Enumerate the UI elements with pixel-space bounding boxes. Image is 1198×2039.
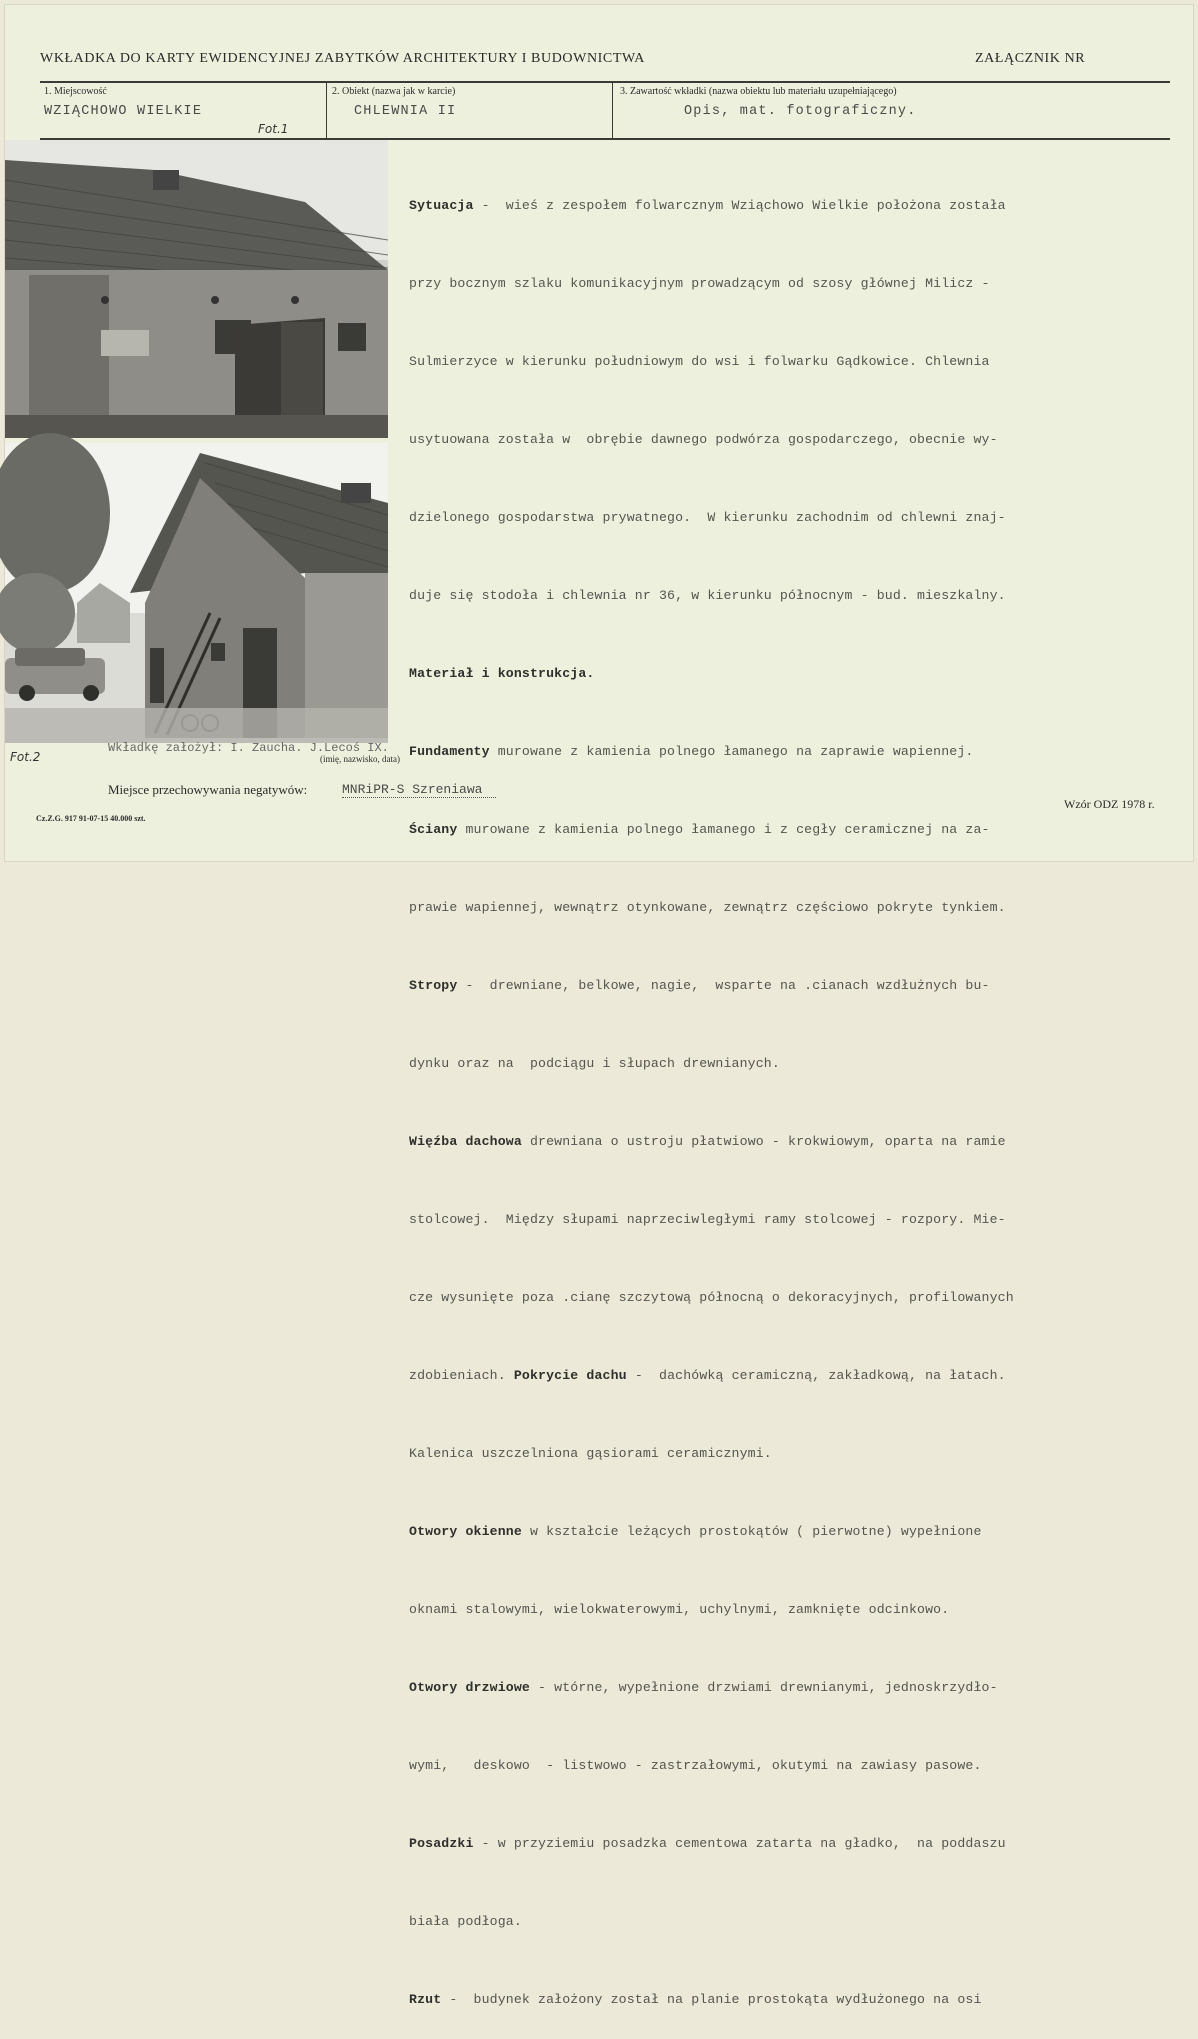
field-divider-2 [612, 82, 613, 138]
description-line: Materiał i konstrukcja. [409, 666, 595, 681]
content-label: 3. Zawartość wkładki (nazwa obiektu lub materiału uzupełniającego) [620, 86, 897, 97]
place-label: 1. Miejscowość [44, 86, 107, 97]
field-divider-1 [326, 82, 327, 138]
description-line: Stropy - drewniane, belkowe, nagie, wsparte na .cianach wzdłużnych bu- [409, 978, 990, 993]
photo-1-pigsty-side [5, 140, 388, 438]
description-line: Rzut - budynek założony został na planie prostokąta wydłużonego na osi [409, 1992, 982, 2007]
description-line: Otwory okienne w kształcie leżących prostokątów ( pierwotne) wypełnione [409, 1524, 982, 1539]
description-line: Fundamenty murowane z kamienia polnego łamanego na zaprawie wapiennej. [409, 744, 974, 759]
description-line: Ściany murowane z kamienia polnego łamanego i z cegły ceramicznej na za- [409, 822, 990, 837]
description-line: dynku oraz na podciągu i słupach drewnianych. [409, 1056, 780, 1071]
description-line: Sytuacja - wieś z zespołem folwarcznym Wziąchowo Wielkie położona została [409, 198, 1006, 213]
description-line: przy bocznym szlaku komunikacyjnym prowadzącym od szosy głównej Milicz - [409, 276, 990, 291]
description-line: zdobieniach. Pokrycie dachu - dachówką ceramiczną, zakładkową, na łatach. [409, 1368, 1006, 1383]
attachment-number-label: ZAŁĄCZNIK NR [975, 51, 1086, 66]
description-line: wymi, deskowo - listwowo - zastrzałowymi, okutymi na zawiasy pasowe. [409, 1758, 982, 1773]
description-line: stolcowej. Między słupami naprzeciwległymi ramy stolcowej - rozpory. Mie- [409, 1212, 1006, 1227]
photo-1-image [5, 140, 388, 438]
description-line: prawie wapiennej, wewnątrz otynkowane, zewnątrz częściowo pokryte tynkiem. [409, 900, 1006, 915]
description-line: duje się stodoła i chlewnia nr 36, w kierunku północnym - bud. mieszkalny. [409, 588, 1006, 603]
header-top-rule [40, 81, 1170, 83]
content-value: Opis, mat. fotograficzny. [684, 104, 917, 119]
object-value: CHLEWNIA II [354, 104, 457, 119]
description-line: Otwory drzwiowe - wtórne, wypełnione drzwiami drewnianymi, jednoskrzydło- [409, 1680, 998, 1695]
document-title: WKŁADKA DO KARTY EWIDENCYJNEJ ZABYTKÓW ARCHITEKTURY I BUDOWNICTWA [40, 51, 645, 66]
photo-1-annotation: Fot.1 [258, 122, 289, 136]
negatives-label: Miejsce przechowywania negatywów: [108, 782, 308, 797]
object-label: 2. Obiekt (nazwa jak w karcie) [332, 86, 456, 97]
place-value: WZIĄCHOWO WIELKIE [44, 104, 203, 119]
description-line: Sulmierzyce w kierunku południowym do wsi i folwarku Gądkowice. Chlewnia [409, 354, 990, 369]
description-line: usytuowana została w obrębie dawnego podwórza gospodarczego, obecnie wy- [409, 432, 998, 447]
form-model: Wzór ODZ 1978 r. [1064, 797, 1155, 811]
description-line: Posadzki - w przyziemiu posadzka cementowa zatarta na gładko, na poddaszu [409, 1836, 1006, 1851]
print-code: Cz.Z.G. 917 91-07-15 40.000 szt. [36, 814, 146, 823]
photo-2-annotation: Fot.2 [10, 750, 41, 764]
description-line: biała podłoga. [409, 1914, 522, 1929]
description-line: dzielonego gospodarstwa prywatnego. W kierunku zachodnim od chlewni znaj- [409, 510, 1006, 525]
founder-field: Wkładkę założył: I. Zaucha. J.Lecoś IX. [108, 741, 389, 755]
photo-2-image [5, 443, 388, 743]
description-line: oknami stalowymi, wielokwaterowymi, uchylnymi, zamknięte odcinkowo. [409, 1602, 950, 1617]
description-line: Kalenica uszczelniona gąsiorami ceramicznymi. [409, 1446, 772, 1461]
description-line: cze wysunięte poza .cianę szczytową północną o dekoracyjnych, profilowanych [409, 1290, 1014, 1305]
negatives-value: MNRiPR-S Szreniawa [342, 782, 496, 798]
founder-caption: (imię, nazwisko, data) [320, 754, 400, 764]
photo-2-pigsty-gable [5, 443, 388, 743]
description-line: Więźba dachowa drewniana o ustroju płatwiowo - krokwiowym, oparta na ramie [409, 1134, 1006, 1149]
description-text [409, 141, 1172, 2039]
